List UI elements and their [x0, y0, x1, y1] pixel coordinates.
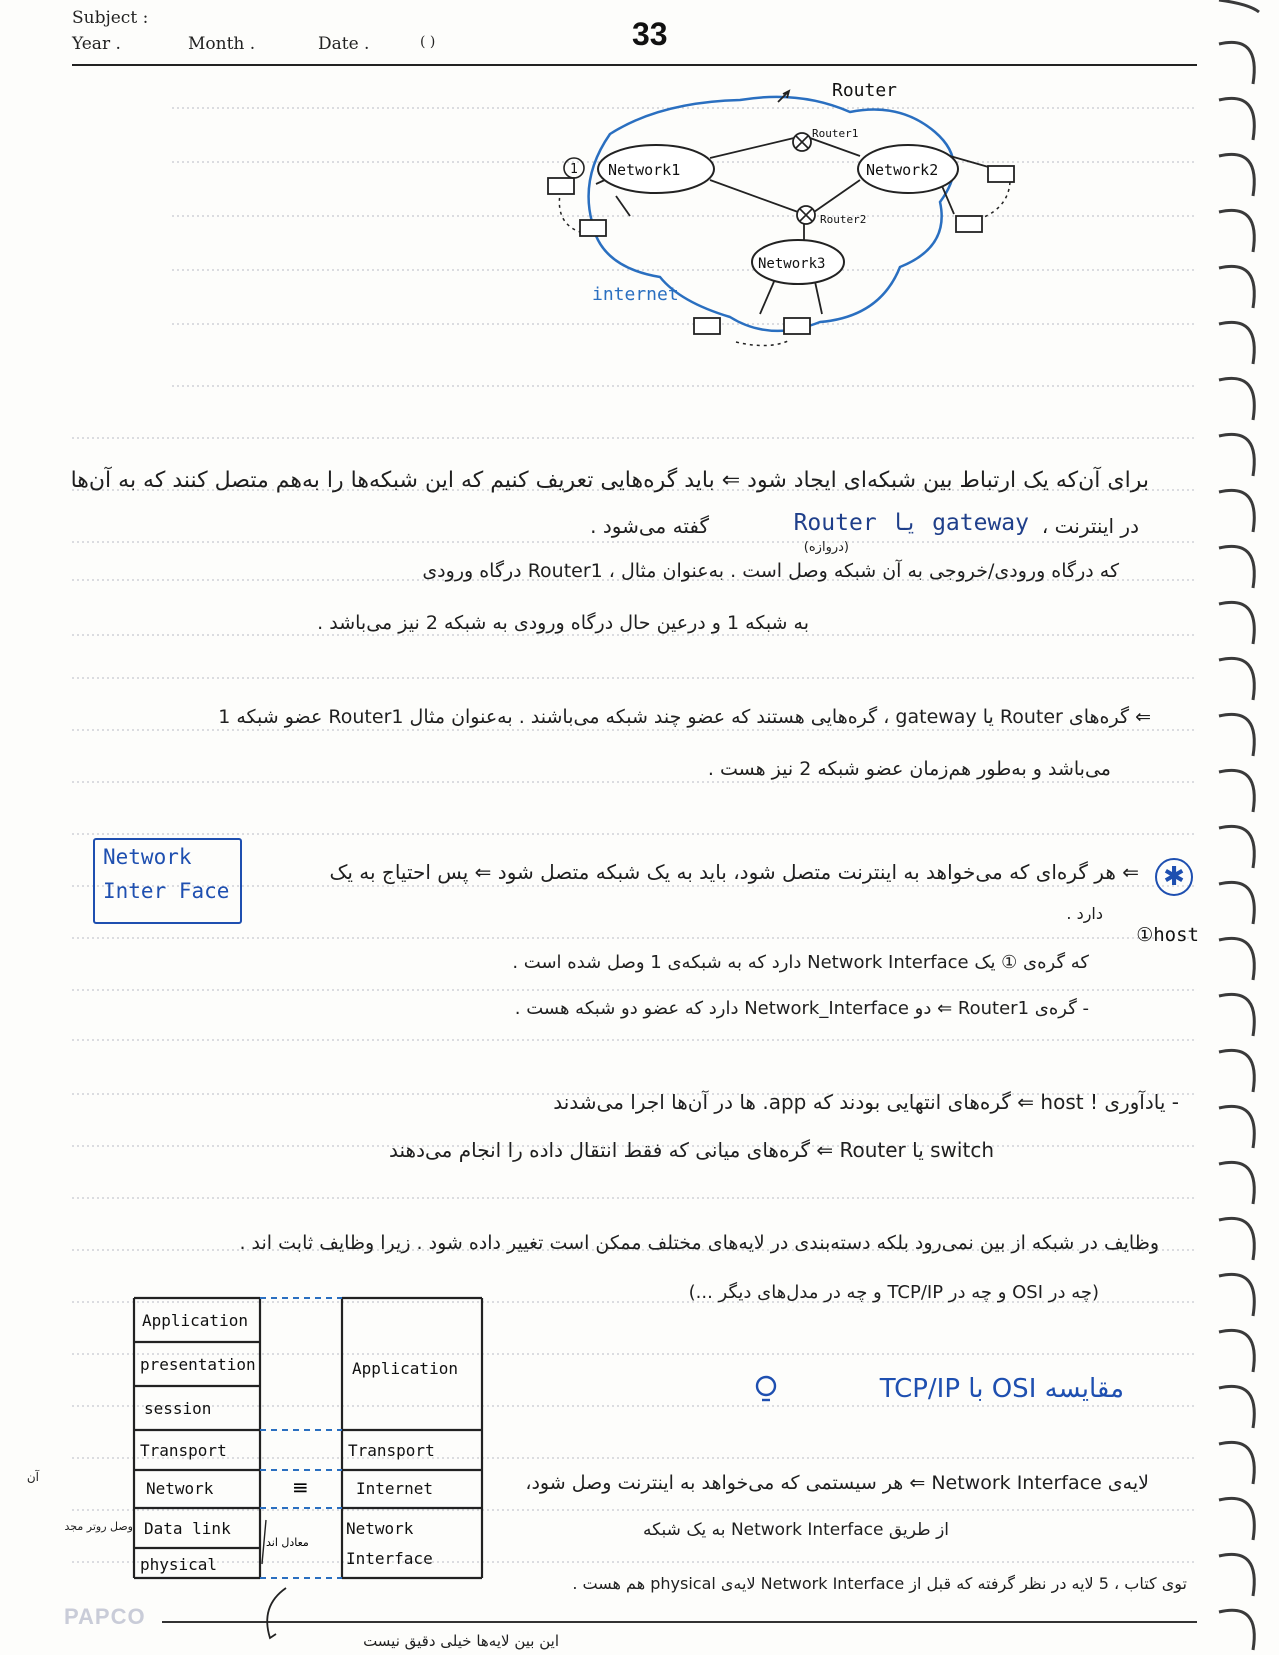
internet-diagram	[540, 72, 1060, 372]
router1-label: Router1	[812, 127, 859, 140]
p1-line2-en: gateway یا Router	[793, 510, 1029, 536]
bottom-note: این بین لایه‌ها خیلی دقیق نیست	[363, 1632, 559, 1650]
p6-line1: وظایف در شبکه از بین نمی‌رود بلکه دسته‌بندی در لایه‌های مختلف ممکن است تغییر داده شود . زیرا وظایف ثابت اند .	[239, 1232, 1159, 1254]
page-number: 33	[632, 16, 668, 52]
p4-line4: - گره‌ی Router1 ⇐ دو Network_Interface دارد که عضو دو شبکه هست .	[514, 998, 1089, 1019]
tcpip-application: Application	[352, 1359, 458, 1378]
router2-label: Router2	[820, 213, 867, 226]
osi-transport: Transport	[140, 1441, 227, 1460]
side-note: وصل روتر مجد	[64, 1520, 133, 1533]
date-label: Date .	[318, 34, 370, 54]
router2-node	[797, 206, 866, 226]
tcpip-internet: Internet	[356, 1479, 434, 1498]
p2-line2: به شبکه 1 و درعین حال درگاه ورودی به شبکه 2 نیز می‌باشد .	[317, 612, 809, 634]
p7-line1: لایه‌ی Network Interface ⇐ هر سیستمی که می‌خواهد به اینترنت وصل شود،	[525, 1472, 1149, 1494]
p5-line1: - یادآوری ! host ⇐ گره‌های انتهایی بودند که app. ها در آن‌ها اجرا می‌شدند	[553, 1090, 1179, 1114]
tcpip-interface: Interface	[346, 1549, 433, 1568]
p4-line2: دارد .	[1066, 904, 1103, 923]
osi-tcpip-table	[120, 1294, 500, 1584]
equals-sign: ≡	[292, 1475, 309, 1499]
network-interface-box	[93, 838, 242, 924]
subject-label: Subject :	[72, 8, 149, 28]
p7-line3: توی کتاب ، 5 لایه در نظر گرفته که قبل از Network Interface لایه‌ی physical هم هست .	[572, 1574, 1187, 1593]
bottom-arrow	[256, 1586, 296, 1646]
p4-host: host①	[1136, 924, 1199, 946]
p1-line2b: گفته می‌شود .	[590, 514, 709, 538]
network3-label: Network3	[758, 256, 826, 272]
router-title: Router	[832, 80, 898, 101]
network1-label: Network1	[608, 161, 681, 179]
router1-node	[793, 127, 858, 151]
side-note-top: آن	[26, 1470, 39, 1484]
binder-rings	[1209, 0, 1279, 1655]
p1-line2a: در اینترنت ،	[1041, 514, 1139, 538]
compare-title: مقایسه OSI با TCP/IP	[879, 1374, 1124, 1404]
month-label: Month .	[188, 34, 256, 54]
osi-presentation: presentation	[140, 1355, 256, 1374]
osi-network: Network	[146, 1479, 214, 1498]
equivalent-note: معادل اند	[266, 1536, 309, 1549]
p1-note: (دروازه)	[803, 540, 849, 555]
p5-line2: switch یا Router ⇐ گره‌های میانی که فقط انتقال داده را انجام می‌دهند	[388, 1138, 994, 1162]
p3-line2: می‌باشد و به‌طور هم‌زمان عضو شبکه 2 نیز هست .	[707, 758, 1111, 780]
p7-line2: از طریق Network Interface به یک شبکه	[643, 1520, 949, 1540]
osi-datalink: Data link	[144, 1519, 231, 1538]
osi-session: session	[144, 1399, 212, 1418]
osi-physical: physical	[140, 1555, 218, 1574]
tcpip-network: Network	[346, 1519, 414, 1538]
internet-label: internet	[592, 284, 679, 305]
brand-logo: PAPCO	[64, 1604, 146, 1629]
p1-line1: برای آن‌که یک ارتباط بین شبکه‌ای ایجاد شود ⇐ باید گره‌هایی تعریف کنیم که این شبکه‌ها را به‌هم متصل کنند که به آن‌ها	[70, 468, 1149, 493]
year-label: Year .	[72, 34, 121, 54]
p4-line1: ⇐ هر گره‌ای که می‌خواهد به اینترنت متصل شود، باید به یک شبکه متصل شود ⇐ پس احتیاج به یک	[329, 860, 1139, 884]
bulb-icon	[754, 1374, 778, 1408]
p3-line1: ⇐ گره‌های Router یا gateway ، گره‌هایی هستند که عضو چند شبکه می‌باشند . به‌عنوان مثال Router1 عضو شبکه 1	[218, 706, 1151, 728]
ni-box-line1: Network	[103, 845, 192, 869]
tcpip-transport: Transport	[348, 1441, 435, 1460]
star-icon: ✱	[1155, 858, 1193, 896]
p4-line3: که گره‌ی ① یک Network Interface دارد که به شبکه‌ی 1 وصل شده است .	[512, 952, 1089, 973]
network2-label: Network2	[866, 161, 939, 179]
osi-application: Application	[142, 1311, 248, 1330]
ni-box-line2: Inter Face	[103, 879, 230, 903]
host-number: 1	[570, 162, 578, 177]
date-parens: ( )	[420, 34, 436, 50]
p6-line2: (چه در OSI و چه در TCP/IP و چه در مدل‌های دیگر ...)	[688, 1282, 1099, 1303]
p2-line1: که درگاه ورودی/خروجی به آن شبکه وصل است . به‌عنوان مثال ، Router1 درگاه ورودی	[422, 560, 1119, 582]
header-rule	[72, 64, 1197, 66]
